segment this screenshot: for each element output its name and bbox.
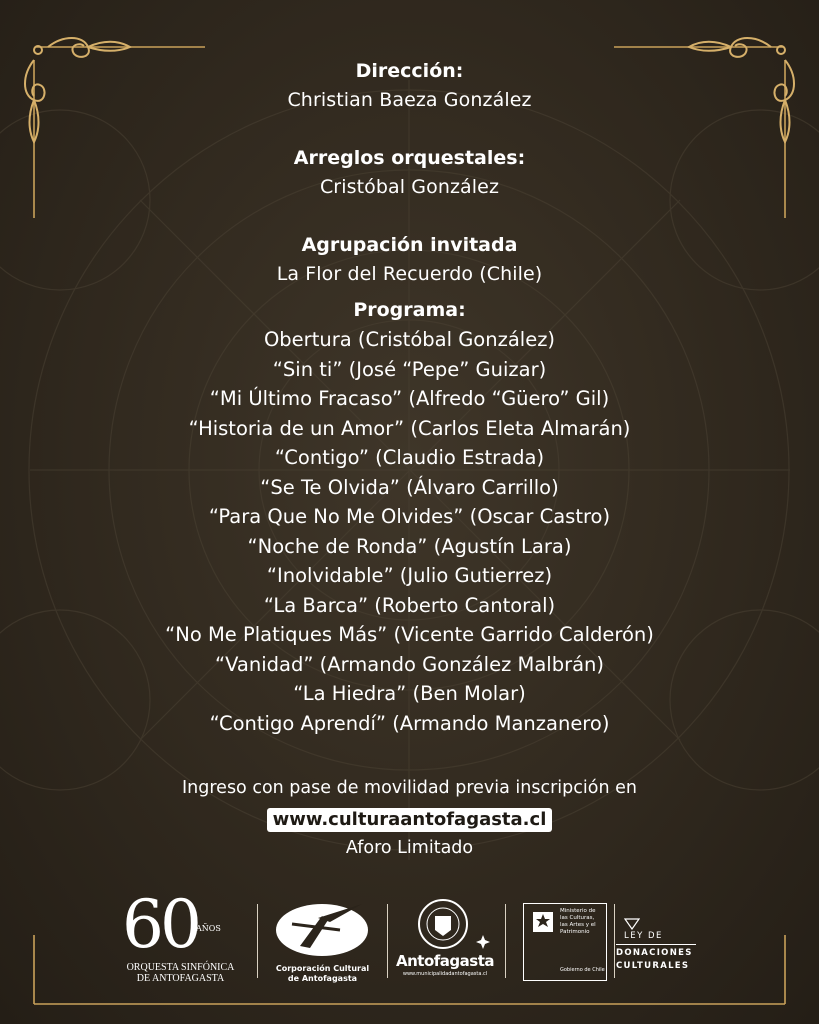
orquesta-number: 60	[122, 886, 198, 963]
ministerio-line3: las Artes y el	[560, 922, 596, 928]
orquesta-name-line1: ORQUESTA SINFÓNICA	[126, 962, 235, 973]
programa-item: “Sin ti” (José “Pepe” Guizar)	[272, 357, 547, 381]
corporacion-logo	[270, 896, 375, 988]
corporacion-line2: de Antofagasta	[287, 974, 358, 983]
corporacion-line1: Corporación Cultural	[275, 964, 370, 973]
gobierno-text: Gobierno de Chile	[560, 967, 605, 973]
programa-label: Programa:	[353, 299, 466, 321]
orquesta-name-line2: DE ANTOFAGASTA	[136, 973, 225, 984]
chile-coat-of-arms-icon	[528, 908, 558, 938]
ley-divider	[616, 944, 696, 945]
programa-list-wrap	[0, 325, 819, 738]
agrupacion-value: La Flor del Recuerdo (Chile)	[276, 263, 543, 285]
direccion-label: Dirección:	[355, 60, 464, 82]
orquesta-anos: AÑOS	[196, 924, 221, 933]
municipal-seal-icon	[395, 898, 495, 954]
programa-item: “Historia de un Amor” (Carlos Eleta Almarán)	[188, 416, 631, 440]
programa-item: “La Barca” (Roberto Cantoral)	[263, 593, 556, 617]
programa-item: “Noche de Ronda” (Agustín Lara)	[247, 534, 572, 558]
municipalidad-logo	[395, 898, 495, 988]
arreglos-label: Arreglos orquestales:	[293, 147, 526, 169]
programa-item: “Mi Último Fracaso” (Alfredo “Güero” Gil)	[209, 387, 610, 410]
ley-line3: CULTURALES	[616, 961, 690, 971]
logo-separator	[257, 904, 258, 978]
logo-separator	[505, 904, 506, 978]
programa-item: “Contigo” (Claudio Estrada)	[274, 446, 545, 469]
ministerio-line2: las Culturas,	[560, 915, 595, 921]
programa-list	[0, 325, 819, 738]
direccion-value: Christian Baeza González	[287, 89, 532, 111]
programa-item: “Inolvidable” (Julio Gutierrez)	[266, 564, 553, 587]
triangle-icon	[624, 918, 640, 930]
programa-item: “Para Que No Me Olvides” (Oscar Castro)	[208, 505, 611, 528]
aforo-text: Aforo Limitado	[345, 838, 474, 858]
ministerio-line4: Patrimonio	[560, 929, 590, 935]
ministerio-logo	[523, 903, 607, 981]
programa-item: “No Me Platiques Más” (Vicente Garrido Calderón)	[165, 623, 654, 646]
programa-section	[0, 298, 819, 322]
ministerio-text	[560, 908, 606, 936]
programa-item: “Vanidad” (Armando González Malbrán)	[214, 652, 605, 676]
ley-line2: DONACIONES	[616, 948, 693, 958]
ingreso-text: Ingreso con pase de movilidad previa inscripción en	[182, 778, 637, 798]
footer-section	[0, 777, 819, 859]
orquesta-logo	[118, 886, 243, 988]
direccion-section	[0, 59, 819, 112]
municipalidad-url: www.municipalidadantofagasta.cl	[402, 971, 488, 977]
agrupacion-section	[0, 233, 819, 286]
corporacion-emblem	[270, 896, 375, 960]
website-link[interactable]: www.culturaantofagasta.cl	[267, 808, 553, 832]
ley-line1: LEY DE	[624, 931, 663, 941]
programa-item: “Se Te Olvida” (Álvaro Carrillo)	[260, 475, 559, 499]
municipalidad-name: Antofagasta	[396, 952, 494, 970]
ley-donaciones-logo	[614, 912, 699, 982]
programa-item: “Contigo Aprendí” (Armando Manzanero)	[209, 711, 610, 735]
programa-item: Obertura (Cristóbal González)	[263, 328, 556, 351]
agrupacion-label: Agrupación invitada	[301, 234, 518, 256]
ministerio-line1: Ministerio de	[560, 908, 596, 914]
arreglos-section	[0, 146, 819, 199]
logo-separator	[387, 904, 388, 978]
programa-item: “La Hiedra” (Ben Molar)	[293, 682, 526, 705]
arreglos-value: Cristóbal González	[319, 176, 500, 198]
